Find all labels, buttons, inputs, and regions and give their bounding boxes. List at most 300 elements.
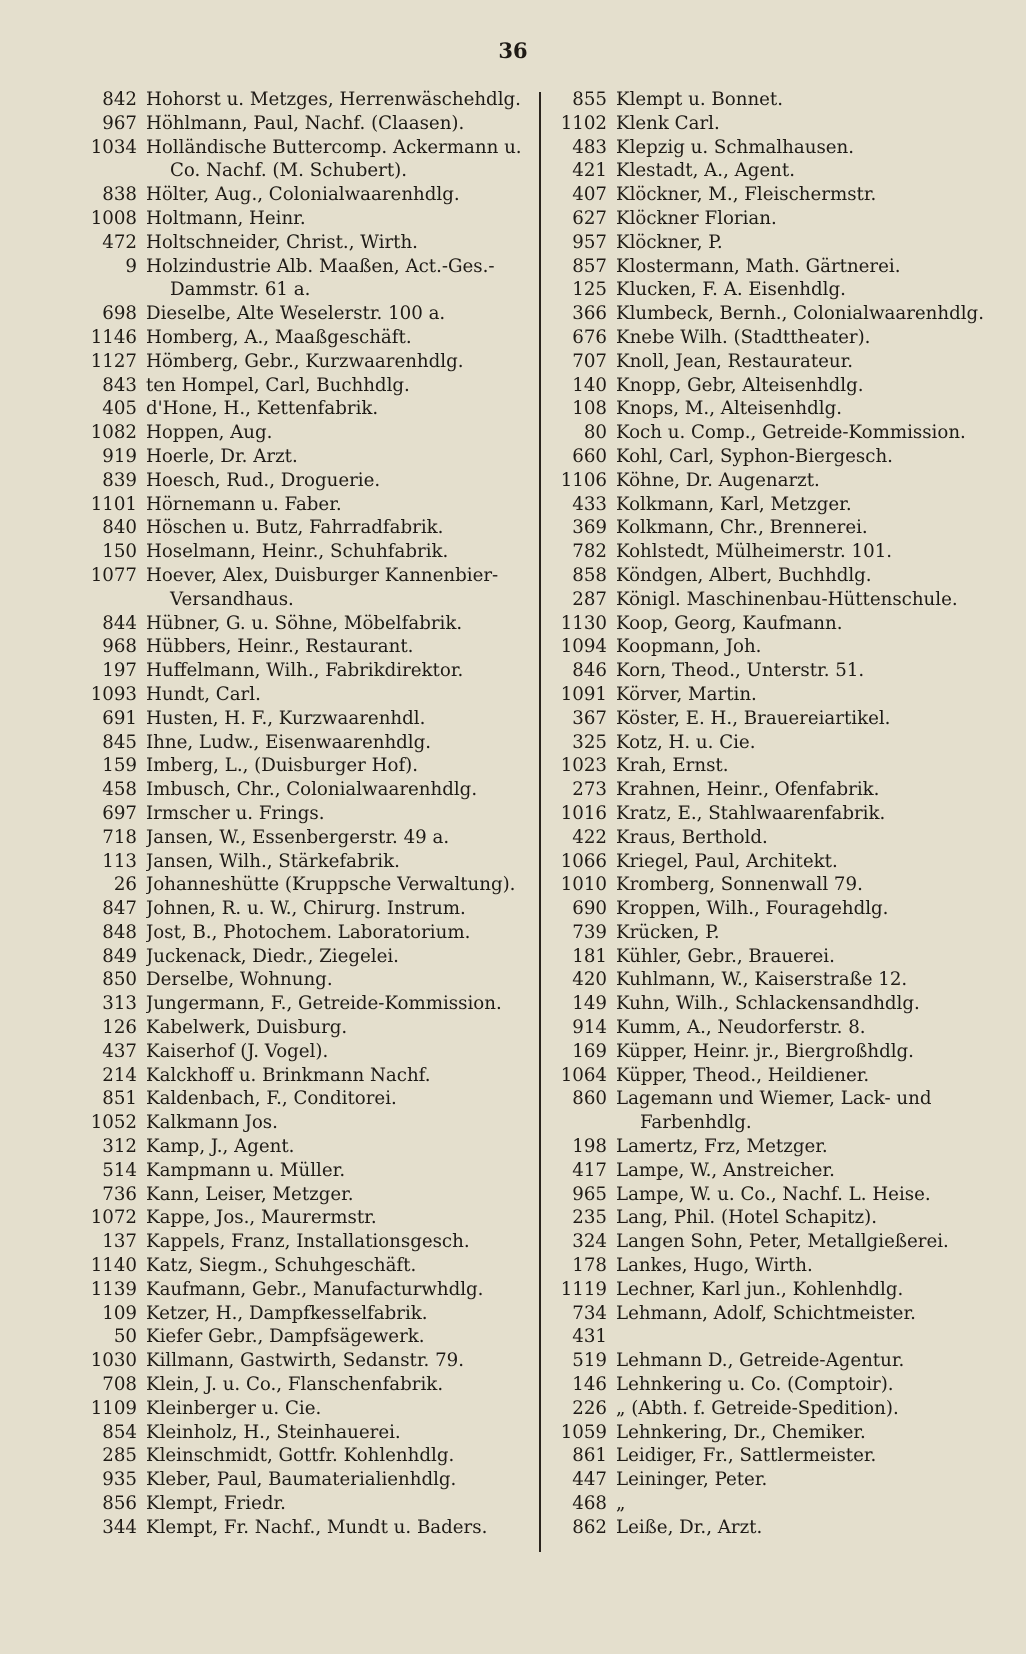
entry-number: 844 (102, 612, 137, 634)
directory-entry (548, 1373, 1018, 1397)
entry-number: 968 (102, 636, 137, 658)
entry-text: Kumm, A., Neudorferstr. 8. (616, 1017, 866, 1039)
directory-entry (78, 1040, 540, 1064)
entry-text: Hömberg, Gebr., Kurzwaarenhdlg. (146, 350, 464, 372)
entry-number: 660 (572, 445, 607, 467)
directory-entry (548, 112, 1018, 136)
directory-entry (548, 350, 1018, 374)
directory-entry (78, 469, 540, 493)
entry-text: Hölter, Aug., Colonialwaarenhdlg. (146, 184, 460, 206)
entry-number: 840 (102, 517, 137, 539)
directory-entry (548, 1159, 1018, 1183)
entry-text: Kotz, H. u. Cie. (616, 731, 756, 753)
entry-text: Lechner, Karl jun., Kohlenhdlg. (616, 1278, 904, 1300)
entry-number: 857 (572, 255, 607, 277)
entry-text: Hoerle, Dr. Arzt. (146, 445, 298, 467)
entry-text: Katz, Siegm., Schuhgeschäft. (146, 1255, 417, 1277)
entry-text: Versandhaus. (170, 588, 294, 610)
entry-number: 125 (572, 279, 607, 301)
entry-text: Derselbe, Wohnung. (146, 969, 333, 991)
entry-text: Klepzig u. Schmalhausen. (616, 136, 855, 158)
entry-number: 698 (102, 303, 137, 325)
entry-text: Kleber, Paul, Baumaterialienhdlg. (146, 1469, 457, 1491)
entry-text: Klöckner, P. (616, 231, 723, 253)
entry-text: Kappels, Franz, Installationsgesch. (146, 1231, 470, 1253)
directory-entry (548, 564, 1018, 588)
entry-text: Koopmann, Joh. (616, 636, 762, 658)
directory-entry (548, 659, 1018, 683)
entry-number: 718 (102, 826, 137, 848)
entry-number: 1023 (560, 755, 607, 777)
directory-entry (78, 112, 540, 136)
entry-number: 431 (572, 1326, 607, 1348)
directory-entry (548, 1349, 1018, 1373)
entry-text: Holtmann, Heinr. (146, 207, 306, 229)
entry-number: 919 (102, 445, 137, 467)
entry-text: Jansen, W., Essenbergerstr. 49 a. (146, 826, 450, 848)
directory-entry (78, 1421, 540, 1445)
entry-text: Jost, B., Photochem. Laboratorium. (146, 921, 471, 943)
directory-entry (548, 612, 1018, 636)
directory-entry (548, 873, 1018, 897)
entry-text: Kann, Leiser, Metzger. (146, 1183, 354, 1205)
entry-text: Körver, Martin. (616, 683, 757, 705)
directory-entry (548, 255, 1018, 279)
entry-text: Klucken, F. A. Eisenhdlg. (616, 279, 846, 301)
entry-number: 860 (572, 1088, 607, 1110)
entry-text: Königl. Maschinenbau-Hüttenschule. (616, 588, 958, 610)
entry-number: 178 (572, 1255, 607, 1277)
entry-text: Jungermann, F., Getreide-Kommission. (146, 993, 502, 1015)
directory-entry (78, 897, 540, 921)
entry-number: 226 (572, 1397, 607, 1419)
entry-text: Hoesch, Rud., Droguerie. (146, 469, 381, 491)
entry-number: 782 (572, 541, 607, 563)
entry-number: 420 (572, 969, 607, 991)
directory-entry (78, 1183, 540, 1207)
directory-entry (548, 1254, 1018, 1278)
entry-number: 369 (572, 517, 607, 539)
directory-entry (548, 540, 1018, 564)
entry-text: Lehnkering, Dr., Chemiker. (616, 1421, 866, 1443)
entry-text: Kleinschmidt, Gottfr. Kohlenhdlg. (146, 1445, 455, 1467)
entry-number: 838 (102, 184, 137, 206)
directory-entry (78, 873, 540, 897)
entry-number: 197 (102, 660, 137, 682)
entry-number (78, 159, 146, 183)
entry-text: Hübner, G. u. Söhne, Möbelfabrik. (146, 612, 463, 634)
entry-number: 855 (572, 89, 607, 110)
directory-entry (78, 1278, 540, 1302)
entry-text: Klenk Carl. (616, 112, 720, 134)
entry-number: 858 (572, 564, 607, 586)
directory-entry (78, 1444, 540, 1468)
entry-text: Kaldenbach, F., Conditorei. (146, 1088, 397, 1110)
directory-entry (548, 1206, 1018, 1230)
entry-text: Kriegel, Paul, Architekt. (616, 850, 838, 872)
entry-text: d'Hone, H., Kettenfabrik. (146, 398, 379, 420)
directory-entry (548, 1516, 1018, 1540)
entry-text: Klostermann, Math. Gärtnerei. (616, 255, 901, 277)
directory-entry (78, 1206, 540, 1230)
directory-entry (78, 1064, 540, 1088)
entry-number: 690 (572, 898, 607, 920)
directory-entry (78, 136, 540, 160)
entry-number: 447 (572, 1469, 607, 1491)
directory-entry (548, 469, 1018, 493)
entry-text: Klumbeck, Bernh., Colonialwaarenhdlg. (616, 303, 984, 325)
entry-number: 967 (102, 112, 137, 134)
entry-number: 472 (102, 231, 137, 253)
entry-number: 1052 (90, 1112, 137, 1134)
entry-number: 1016 (560, 802, 607, 824)
entry-text: Kiefer Gebr., Dampfsägewerk. (146, 1326, 425, 1348)
directory-entry (548, 183, 1018, 207)
entry-text: Kohlstedt, Mülheimerstr. 101. (616, 541, 893, 563)
entry-number: 1119 (560, 1278, 607, 1300)
entry-number: 140 (572, 374, 607, 396)
entry-text: Kleinholz, H., Steinhauerei. (146, 1421, 401, 1443)
entry-text: Kohl, Carl, Syphon-Biergesch. (616, 445, 893, 467)
entry-number: 26 (113, 874, 137, 896)
entry-text: Holtschneider, Christ., Wirth. (146, 231, 418, 253)
directory-entry (548, 326, 1018, 350)
entry-text: Kamp, J., Agent. (146, 1136, 295, 1158)
directory-entry (548, 231, 1018, 255)
entry-number: 736 (102, 1183, 137, 1205)
entry-text: Köndgen, Albert, Buchhdlg. (616, 564, 872, 586)
entry-text: Hoselmann, Heinr., Schuhfabrik. (146, 541, 449, 563)
entry-text: Lehmann D., Getreide-Agentur. (616, 1350, 905, 1372)
entry-number: 169 (572, 1040, 607, 1062)
directory-entry (78, 588, 540, 612)
entry-text: Krücken, P. (616, 921, 720, 943)
entry-number: 1008 (90, 207, 137, 229)
directory-entry (548, 493, 1018, 517)
entry-text: Höhlmann, Paul, Nachf. (Claasen). (146, 112, 465, 134)
entry-text: Hoever, Alex, Duisburger Kannenbier- (146, 564, 499, 586)
entry-text: Kolkmann, Karl, Metzger. (616, 493, 852, 515)
directory-entry (548, 136, 1018, 160)
entry-number: 1102 (560, 112, 607, 134)
entry-text: Lampe, W., Anstreicher. (616, 1159, 835, 1181)
entry-number: 146 (572, 1374, 607, 1396)
directory-entry (78, 397, 540, 421)
entry-number: 198 (572, 1136, 607, 1158)
directory-entry (548, 278, 1018, 302)
directory-entry (78, 754, 540, 778)
entry-text: Klempt u. Bonnet. (616, 89, 784, 110)
directory-entry (78, 183, 540, 207)
entry-text: Langen Sohn, Peter, Metallgießerei. (616, 1231, 949, 1253)
directory-entry (78, 421, 540, 445)
directory-entry (78, 1159, 540, 1183)
entry-text: Klein, J. u. Co., Flanschenfabrik. (146, 1374, 444, 1396)
entry-text: Leiße, Dr., Arzt. (616, 1516, 763, 1538)
entry-text: Kalkmann Jos. (146, 1112, 278, 1134)
entry-number: 108 (572, 398, 607, 420)
directory-entry (78, 302, 540, 326)
directory-entry (78, 1349, 540, 1373)
entry-number: 1101 (90, 493, 137, 515)
entry-text: Hundt, Carl. (146, 683, 261, 705)
entry-text: Krah, Ernst. (616, 755, 729, 777)
directory-entry (78, 802, 540, 826)
directory-entry (548, 1183, 1018, 1207)
entry-number: 1030 (90, 1350, 137, 1372)
entry-number: 1093 (90, 683, 137, 705)
entry-text: Hoppen, Aug. (146, 422, 273, 444)
directory-entry (78, 445, 540, 469)
entry-text: Hörnemann u. Faber. (146, 493, 342, 515)
directory-entry (78, 1230, 540, 1254)
directory-entry (78, 1373, 540, 1397)
entry-number: 842 (102, 89, 137, 110)
entry-text: Lang, Phil. (Hotel Schapitz). (616, 1207, 877, 1229)
entry-text: Lehmann, Adolf, Schichtmeister. (616, 1302, 916, 1324)
entry-number: 957 (572, 231, 607, 253)
entry-number: 691 (102, 707, 137, 729)
directory-entry (78, 707, 540, 731)
entry-number: 849 (102, 945, 137, 967)
entry-number (78, 588, 146, 612)
entry-number: 1106 (560, 469, 607, 491)
directory-entry (78, 278, 540, 302)
entry-text: „ (Abth. f. Getreide-Spedition). (616, 1397, 899, 1419)
directory-entry (78, 516, 540, 540)
entry-text: Ihne, Ludw., Eisenwaarenhdlg. (146, 731, 432, 753)
entry-text: Knebe Wilh. (Stadttheater). (616, 326, 871, 348)
entry-number: 312 (102, 1136, 137, 1158)
directory-entry (548, 968, 1018, 992)
entry-text: Köhne, Dr. Augenarzt. (616, 469, 820, 491)
entry-number: 149 (572, 993, 607, 1015)
entry-number: 285 (102, 1445, 137, 1467)
entry-number: 407 (572, 184, 607, 206)
directory-entry (548, 778, 1018, 802)
directory-entry (78, 1254, 540, 1278)
entry-number: 324 (572, 1231, 607, 1253)
entry-number: 1066 (560, 850, 607, 872)
entry-text: Kampmann u. Müller. (146, 1159, 346, 1181)
entry-text: Klempt, Friedr. (146, 1493, 286, 1515)
entry-number: 1146 (90, 326, 137, 348)
directory-entry (78, 1516, 540, 1540)
entry-text: Irmscher u. Frings. (146, 802, 325, 824)
entry-text: Killmann, Gastwirth, Sedanstr. 79. (146, 1350, 465, 1372)
entry-text: Kuhn, Wilh., Schlackensandhdlg. (616, 993, 920, 1015)
entry-number: 847 (102, 898, 137, 920)
entry-text: Ketzer, H., Dampfkesselfabrik. (146, 1302, 428, 1324)
entry-number: 862 (572, 1516, 607, 1538)
entry-text: Kabelwerk, Duisburg. (146, 1017, 348, 1039)
entry-number: 422 (572, 826, 607, 848)
directory-entry (78, 231, 540, 255)
entry-text: Lamertz, Frz, Metzger. (616, 1136, 828, 1158)
entry-text: Homberg, A., Maaßgeschäft. (146, 326, 412, 348)
directory-entry (548, 707, 1018, 731)
entry-text: Hohorst u. Metzges, Herrenwäschehdlg. (146, 89, 521, 110)
directory-entry (548, 945, 1018, 969)
directory-entry (78, 88, 540, 112)
entry-number: 1077 (90, 564, 137, 586)
directory-entry (78, 850, 540, 874)
entry-number (78, 278, 146, 302)
directory-entry (548, 1135, 1018, 1159)
entry-number: 313 (102, 993, 137, 1015)
directory-entry (548, 635, 1018, 659)
entry-number: 109 (102, 1302, 137, 1324)
entry-number: 181 (572, 945, 607, 967)
entry-number: 137 (102, 1231, 137, 1253)
entry-number: 519 (572, 1350, 607, 1372)
entry-number: 433 (572, 493, 607, 515)
directory-entry (548, 1278, 1018, 1302)
entry-text: „ (616, 1493, 626, 1515)
entry-text: Huffelmann, Wilh., Fabrikdirektor. (146, 660, 464, 682)
entry-number: 850 (102, 969, 137, 991)
entry-text: Lehnkering u. Co. (Comptoir). (616, 1374, 894, 1396)
entry-number: 1010 (560, 874, 607, 896)
entry-text: Kaiserhof (J. Vogel). (146, 1040, 329, 1062)
entry-number: 1064 (560, 1064, 607, 1086)
entry-number: 367 (572, 707, 607, 729)
entry-number: 1130 (560, 612, 607, 634)
entry-number: 437 (102, 1040, 137, 1062)
directory-entry (78, 968, 540, 992)
entry-number: 235 (572, 1207, 607, 1229)
entry-text: Klempt, Fr. Nachf., Mundt u. Baders. (146, 1516, 488, 1538)
directory-entry (548, 1468, 1018, 1492)
directory-entry (548, 207, 1018, 231)
directory-entry (548, 1492, 1018, 1516)
entry-text: Kromberg, Sonnenwall 79. (616, 874, 863, 896)
entry-text: ten Hompel, Carl, Buchhdlg. (146, 374, 410, 396)
directory-entry (78, 731, 540, 755)
entry-text: Lampe, W. u. Co., Nachf. L. Heise. (616, 1183, 931, 1205)
left-column (78, 88, 540, 1540)
directory-entry (548, 302, 1018, 326)
page-number: 36 (498, 38, 528, 63)
directory-entry (78, 159, 540, 183)
entry-number: 1082 (90, 422, 137, 444)
entry-text: Koch u. Comp., Getreide-Kommission. (616, 422, 966, 444)
entry-text: Holzindustrie Alb. Maaßen, Act.-Ges.- (146, 255, 495, 277)
entry-text: Knoll, Jean, Restaurateur. (616, 350, 854, 372)
entry-number: 113 (102, 850, 137, 872)
entry-text: Krahnen, Heinr., Ofenfabrik. (616, 779, 880, 801)
directory-entry (548, 850, 1018, 874)
directory-entry (548, 897, 1018, 921)
directory-entry (548, 374, 1018, 398)
entry-number: 676 (572, 326, 607, 348)
directory-entry (78, 255, 540, 279)
directory-entry (78, 207, 540, 231)
entry-text: Kaufmann, Gebr., Manufacturwhdlg. (146, 1278, 484, 1300)
entry-number: 468 (572, 1493, 607, 1515)
directory-entry (78, 1397, 540, 1421)
entry-text: Hübbers, Heinr., Restaurant. (146, 636, 414, 658)
entry-text: Johnen, R. u. W., Chirurg. Instrum. (146, 898, 466, 920)
entry-number: 417 (572, 1159, 607, 1181)
entry-number: 214 (102, 1064, 137, 1086)
entry-number: 50 (113, 1326, 137, 1348)
directory-entry (548, 1444, 1018, 1468)
entry-text: Leininger, Peter. (616, 1469, 768, 1491)
directory-entry (78, 1111, 540, 1135)
entry-text: Kratz, E., Stahlwaarenfabrik. (616, 802, 886, 824)
directory-entry (78, 1087, 540, 1111)
entry-number: 366 (572, 303, 607, 325)
entry-text: Köster, E. H., Brauereiartikel. (616, 707, 891, 729)
directory-entry (78, 1302, 540, 1326)
directory-entry (78, 612, 540, 636)
directory-entry (78, 635, 540, 659)
entry-text: Knops, M., Alteisenhdlg. (616, 398, 843, 420)
directory-entry (78, 659, 540, 683)
directory-entry (78, 826, 540, 850)
directory-entry (548, 1325, 1018, 1349)
directory-entry (548, 1421, 1018, 1445)
entry-text: Küpper, Heinr. jr., Biergroßhdlg. (616, 1040, 914, 1062)
entry-number: 1127 (90, 350, 137, 372)
entry-number: 159 (102, 755, 137, 777)
entry-text: Dammstr. 61 a. (170, 279, 311, 301)
entry-number: 1140 (90, 1255, 137, 1277)
directory-entry (548, 516, 1018, 540)
entry-number: 150 (102, 541, 137, 563)
entry-text: Korn, Theod., Unterstr. 51. (616, 660, 865, 682)
entry-number: 839 (102, 469, 137, 491)
entry-text: Kraus, Berthold. (616, 826, 768, 848)
entry-number: 845 (102, 731, 137, 753)
entry-number: 707 (572, 350, 607, 372)
entry-number: 697 (102, 802, 137, 824)
entry-text: Klöckner Florian. (616, 207, 777, 229)
entry-number: 843 (102, 374, 137, 396)
directory-entry (78, 350, 540, 374)
entry-number: 1109 (90, 1397, 137, 1419)
directory-entry (548, 1397, 1018, 1421)
directory-entry (78, 326, 540, 350)
directory-entry (548, 826, 1018, 850)
entry-number: 1094 (560, 636, 607, 658)
directory-entry (548, 1302, 1018, 1326)
entry-text: Höschen u. Butz, Fahrradfabrik. (146, 517, 444, 539)
entry-number: 851 (102, 1088, 137, 1110)
entry-number: 708 (102, 1374, 137, 1396)
directory-entry (78, 778, 540, 802)
directory-entry (78, 1325, 540, 1349)
directory-entry (548, 397, 1018, 421)
entry-text: Leidiger, Fr., Sattlermeister. (616, 1445, 877, 1467)
entry-text: Kalckhoff u. Brinkmann Nachf. (146, 1064, 431, 1086)
entry-number: 421 (572, 160, 607, 182)
directory-entry (78, 683, 540, 707)
directory-entry (548, 421, 1018, 445)
directory-entry (548, 1230, 1018, 1254)
directory-entry (548, 1064, 1018, 1088)
entry-number: 325 (572, 731, 607, 753)
directory-entry (78, 1492, 540, 1516)
entry-text: Klestadt, A., Agent. (616, 160, 795, 182)
entry-text: Johanneshütte (Kruppsche Verwaltung). (146, 874, 516, 896)
entry-text: Kuhlmann, W., Kaiserstraße 12. (616, 969, 908, 991)
entry-number: 627 (572, 207, 607, 229)
directory-entry (78, 374, 540, 398)
directory-entry (548, 683, 1018, 707)
entry-number: 483 (572, 136, 607, 158)
